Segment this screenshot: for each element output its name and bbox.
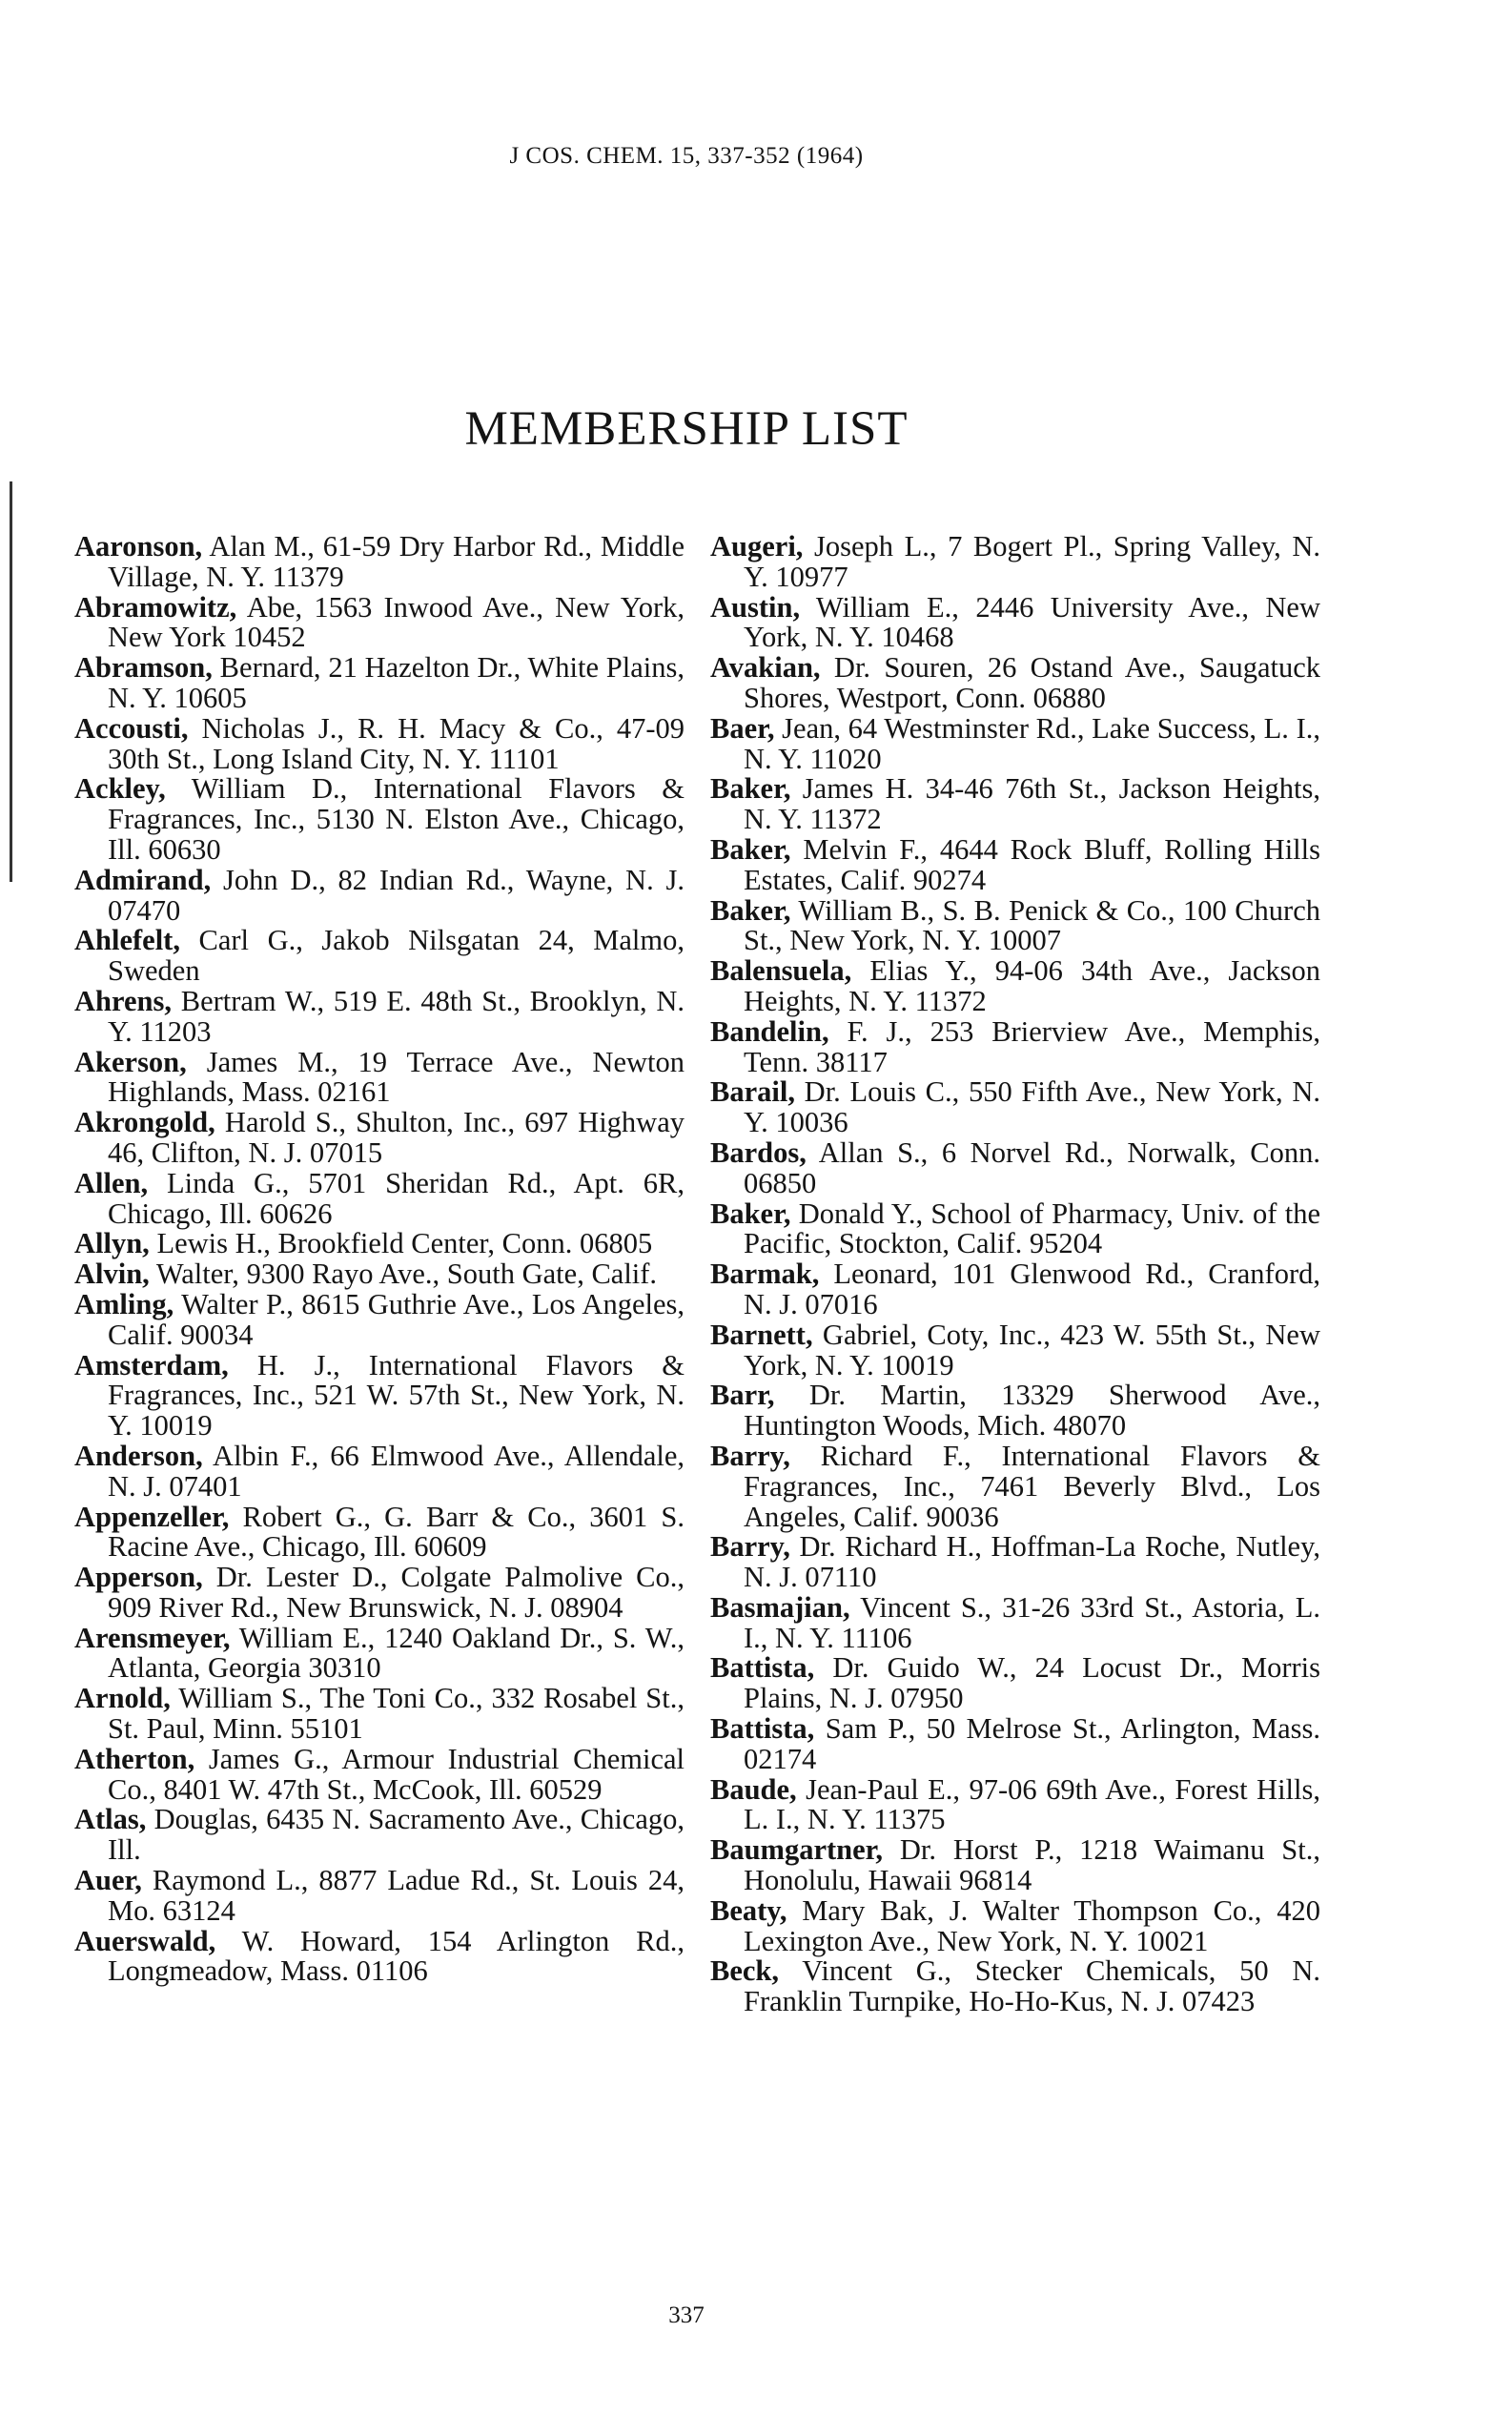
- member-name: Barry,: [710, 1530, 790, 1564]
- member-name: Augeri,: [710, 530, 804, 563]
- member-details: Robert G., G. Barr & Co., 3601 S. Racine Ave., Chicago, Ill. 60609: [108, 1500, 684, 1564]
- member-details: James H. 34-46 76th St., Jackson Heights, N. Y. 11372: [744, 772, 1320, 836]
- member-entry: [74, 1924, 684, 1988]
- member-details: Joseph L., 7 Bogert Pl., Spring Valley, N. Y. 10977: [744, 530, 1320, 593]
- member-entry: [710, 1259, 1320, 1320]
- margin-mark: [10, 481, 12, 882]
- member-details: James G., Armour Industrial Chemical Co., 8401 W. 47th St., McCook, Ill. 60529: [108, 1742, 684, 1806]
- member-details: Linda G., 5701 Sheridan Rd., Apt. 6R, Chicago, Ill. 60626: [108, 1166, 684, 1230]
- member-entry: [74, 984, 684, 1048]
- member-entry: [710, 711, 1320, 775]
- member-name: Auerswald,: [74, 1924, 216, 1957]
- member-details: Jean-Paul E., 97-06 69th Ave., Forest Hills, L. I., N. Y. 11375: [744, 1772, 1320, 1836]
- member-entry: [74, 532, 684, 593]
- member-entry: [74, 1439, 684, 1503]
- member-details: Douglas, 6435 N. Sacramento Ave., Chicago, Ill.: [108, 1803, 684, 1867]
- member-details: Gabriel, Coty, Inc., 423 W. 55th St., New York, N. Y. 10019: [744, 1318, 1320, 1381]
- member-details: Allan S., 6 Norvel Rd., Norwalk, Conn. 06850: [744, 1135, 1320, 1199]
- member-name: Bardos,: [710, 1135, 807, 1169]
- member-details: H. J., International Flavors & Fragrances, Inc., 521 W. 57th St., New York, N. Y. 10019: [108, 1348, 684, 1442]
- member-entry: [710, 590, 1320, 654]
- member-entry: [710, 1893, 1320, 1957]
- member-entry: [710, 1320, 1320, 1381]
- member-entry: [710, 1590, 1320, 1654]
- member-name: Barr,: [710, 1379, 775, 1412]
- member-details: Dr. Martin, 13329 Sherwood Ave., Huntington Woods, Mich. 48070: [744, 1379, 1320, 1442]
- member-details: Melvin F., 4644 Rock Bluff, Rolling Hills Estates, Calif. 90274: [744, 832, 1320, 896]
- member-details: Dr. Richard H., Hoffman-La Roche, Nutley, N. J. 07110: [744, 1530, 1320, 1594]
- member-details: Carl G., Jakob Nilsgatan 24, Malmo, Sweden: [108, 924, 684, 988]
- member-details: William D., International Flavors & Fragrances, Inc., 5130 N. Elston Ave., Chicago, Ill. 60630: [108, 772, 684, 866]
- member-entry: [710, 956, 1320, 1017]
- member-name: Baker,: [710, 772, 791, 806]
- member-name: Bandelin,: [710, 1014, 829, 1048]
- member-name: Avakian,: [710, 651, 821, 685]
- member-entry: [710, 1956, 1320, 2017]
- member-details: Sam P., 50 Melrose St., Arlington, Mass. 02174: [744, 1712, 1320, 1775]
- member-entry: [710, 1835, 1320, 1896]
- member-entry: [74, 1621, 684, 1685]
- member-name: Atherton,: [74, 1742, 195, 1775]
- member-entry: [74, 590, 684, 654]
- member-entry: [710, 1381, 1320, 1442]
- member-details: Dr. Horst P., 1218 Waimanu St., Honolulu, Hawaii 96814: [744, 1833, 1320, 1897]
- member-entry: [710, 1135, 1320, 1199]
- member-details: William S., The Toni Co., 332 Rosabel St., St. Paul, Minn. 55101: [108, 1682, 684, 1746]
- member-name: Alvin,: [74, 1258, 150, 1291]
- member-entry: [74, 1805, 684, 1866]
- member-name: Baumgartner,: [710, 1833, 884, 1867]
- member-name: Apperson,: [74, 1561, 203, 1594]
- member-entry: [710, 893, 1320, 957]
- member-details: Lewis H., Brookfield Center, Conn. 06805: [149, 1227, 653, 1260]
- member-entry: [74, 1166, 684, 1230]
- member-entry: [74, 711, 684, 775]
- member-entry: [710, 1014, 1320, 1078]
- member-details: Dr. Louis C., 550 Fifth Ave., New York, N. Y. 10036: [744, 1075, 1320, 1139]
- member-details: John D., 82 Indian Rd., Wayne, N. J. 07470: [108, 863, 684, 927]
- member-details: Walter P., 8615 Guthrie Ave., Los Angeles, Calif. 90034: [108, 1287, 684, 1351]
- member-name: Abramowitz,: [74, 590, 237, 624]
- page-title: MEMBERSHIP LIST: [464, 402, 909, 456]
- member-name: Amling,: [74, 1287, 174, 1320]
- member-name: Amsterdam,: [74, 1348, 229, 1381]
- member-details: William E., 2446 University Ave., New York, N. Y. 10468: [744, 590, 1320, 654]
- member-name: Admirand,: [74, 863, 212, 896]
- member-entry: [74, 774, 684, 865]
- member-name: Basmajian,: [710, 1590, 850, 1624]
- member-details: Leonard, 101 Glenwood Rd., Cranford, N. J. 07016: [744, 1258, 1320, 1320]
- member-name: Akerson,: [74, 1045, 187, 1078]
- member-name: Barry,: [710, 1439, 790, 1472]
- member-details: Nicholas J., R. H. Macy & Co., 47-09 30th St., Long Island City, N. Y. 11101: [108, 711, 684, 775]
- member-name: Allyn,: [74, 1227, 150, 1260]
- member-details: Abe, 1563 Inwood Ave., New York, New York 10452: [108, 590, 684, 654]
- left-column: [74, 532, 684, 1987]
- member-name: Arnold,: [74, 1682, 171, 1715]
- member-entry: [74, 1866, 684, 1927]
- member-name: Barnett,: [710, 1318, 813, 1351]
- member-entry: [74, 1742, 684, 1806]
- member-name: Ackley,: [74, 772, 166, 806]
- member-entry: [710, 653, 1320, 714]
- member-entry: [710, 832, 1320, 896]
- member-entry: [74, 1045, 684, 1109]
- member-entry: [710, 532, 1320, 593]
- member-details: William E., 1240 Oakland Dr., S. W., Atlanta, Georgia 30310: [108, 1621, 684, 1685]
- member-details: F. J., 253 Brierview Ave., Memphis, Tenn. 38117: [744, 1014, 1320, 1078]
- member-entry: [710, 1653, 1320, 1714]
- member-entry: [74, 863, 684, 927]
- member-entry: [710, 1772, 1320, 1836]
- member-entry: [74, 1259, 684, 1290]
- member-entry: [74, 1229, 684, 1259]
- member-name: Austin,: [710, 590, 801, 624]
- member-details: Mary Bak, J. Walter Thompson Co., 420 Lexington Ave., New York, N. Y. 10021: [744, 1893, 1320, 1957]
- member-entry: [710, 1077, 1320, 1138]
- member-name: Ahlefelt,: [74, 924, 180, 957]
- member-name: Allen,: [74, 1166, 149, 1199]
- member-name: Barail,: [710, 1075, 795, 1109]
- member-entry: [74, 1563, 684, 1624]
- member-details: Richard F., International Flavors & Fragrances, Inc., 7461 Beverly Blvd., Los Angeles, Calif. 90036: [744, 1439, 1320, 1533]
- member-name: Beaty,: [710, 1893, 787, 1927]
- member-entry: [710, 1714, 1320, 1775]
- member-entry: [74, 1348, 684, 1442]
- member-name: Balensuela,: [710, 954, 852, 988]
- member-name: Baer,: [710, 711, 775, 745]
- member-entry: [74, 1684, 684, 1745]
- member-details: Dr. Lester D., Colgate Palmolive Co., 909 River Rd., New Brunswick, N. J. 08904: [108, 1561, 684, 1624]
- member-name: Baude,: [710, 1772, 797, 1806]
- member-name: Baker,: [710, 832, 791, 866]
- member-entry: [710, 1199, 1320, 1260]
- member-name: Appenzeller,: [74, 1500, 230, 1533]
- member-entry: [74, 1108, 684, 1169]
- member-details: Dr. Guido W., 24 Locust Dr., Morris Plains, N. J. 07950: [744, 1651, 1320, 1715]
- member-entry: [74, 1287, 684, 1351]
- member-entry: [74, 926, 684, 987]
- member-name: Anderson,: [74, 1439, 203, 1472]
- member-name: Aaronson,: [74, 530, 203, 563]
- member-entry: [710, 774, 1320, 835]
- member-name: Abramson,: [74, 651, 213, 685]
- member-name: Baker,: [710, 893, 791, 927]
- member-details: Bernard, 21 Hazelton Dr., White Plains, N. Y. 10605: [108, 651, 684, 714]
- member-name: Battista,: [710, 1712, 815, 1746]
- member-details: Raymond L., 8877 Ladue Rd., St. Louis 24, Mo. 63124: [108, 1864, 684, 1927]
- member-name: Ahrens,: [74, 984, 172, 1017]
- member-details: W. Howard, 154 Arlington Rd., Longmeadow, Mass. 01106: [108, 1924, 684, 1988]
- running-head: J COS. CHEM. 15, 337-352 (1964): [509, 143, 864, 169]
- right-column: [710, 532, 1320, 2017]
- member-details: Bertram W., 519 E. 48th St., Brooklyn, N. Y. 11203: [108, 984, 684, 1048]
- member-details: Vincent G., Stecker Chemicals, 50 N. Franklin Turnpike, Ho-Ho-Kus, N. J. 07423: [744, 1954, 1320, 2018]
- page-number: 337: [668, 2302, 705, 2328]
- member-name: Arensmeyer,: [74, 1621, 231, 1654]
- member-name: Accousti,: [74, 711, 189, 745]
- member-details: William B., S. B. Penick & Co., 100 Church St., New York, N. Y. 10007: [744, 893, 1320, 957]
- member-name: Baker,: [710, 1197, 791, 1230]
- member-name: Battista,: [710, 1651, 815, 1685]
- member-details: Walter, 9300 Rayo Ave., South Gate, Calif.: [149, 1258, 658, 1291]
- member-details: Harold S., Shulton, Inc., 697 Highway 46, Clifton, N. J. 07015: [108, 1106, 684, 1169]
- member-name: Beck,: [710, 1954, 780, 1988]
- member-details: Dr. Souren, 26 Ostand Ave., Saugatuck Shores, Westport, Conn. 06880: [744, 651, 1320, 714]
- member-entry: [710, 1439, 1320, 1533]
- member-entry: [74, 1500, 684, 1564]
- member-name: Atlas,: [74, 1803, 147, 1836]
- member-details: Donald Y., School of Pharmacy, Univ. of the Pacific, Stockton, Calif. 95204: [744, 1197, 1320, 1260]
- member-entry: [74, 653, 684, 714]
- member-name: Barmak,: [710, 1258, 820, 1291]
- member-name: Akrongold,: [74, 1106, 215, 1139]
- member-details: Vincent S., 31-26 33rd St., Astoria, L. I., N. Y. 11106: [744, 1590, 1320, 1654]
- member-details: James M., 19 Terrace Ave., Newton Highlands, Mass. 02161: [108, 1045, 684, 1109]
- member-details: Albin F., 66 Elmwood Ave., Allendale, N. J. 07401: [108, 1439, 684, 1503]
- member-details: Elias Y., 94-06 34th Ave., Jackson Heights, N. Y. 11372: [744, 954, 1320, 1017]
- member-details: Jean, 64 Westminster Rd., Lake Success, L. I., N. Y. 11020: [744, 711, 1320, 775]
- member-entry: [710, 1532, 1320, 1593]
- member-details: Alan M., 61-59 Dry Harbor Rd., Middle Village, N. Y. 11379: [108, 530, 684, 593]
- member-name: Auer,: [74, 1864, 142, 1897]
